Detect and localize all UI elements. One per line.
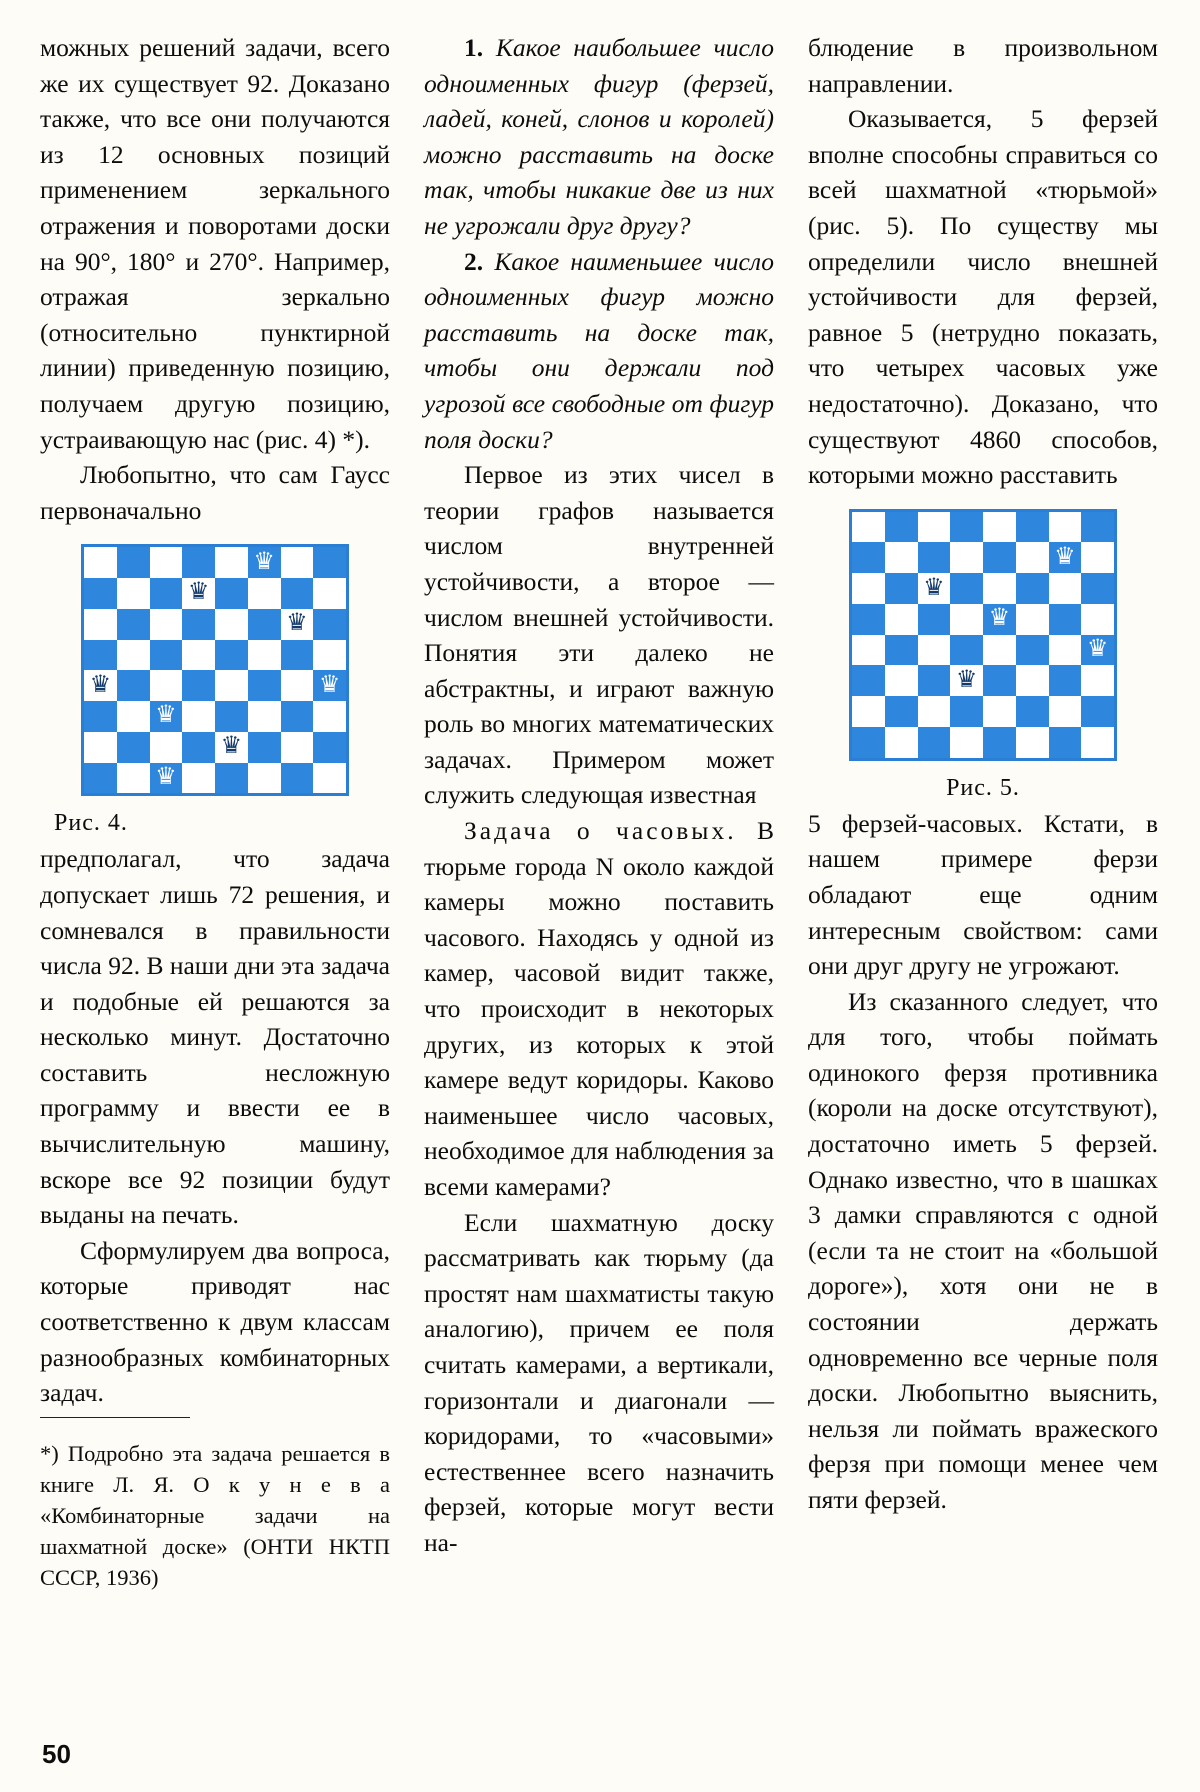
chess-square bbox=[84, 763, 117, 794]
chess-square bbox=[117, 732, 150, 763]
task-heading: Задача о часовых. bbox=[464, 816, 737, 846]
page-number: 50 bbox=[42, 1739, 71, 1769]
chess-square bbox=[918, 696, 951, 727]
chess-square bbox=[950, 665, 983, 696]
chess-square bbox=[150, 763, 183, 794]
chess-square bbox=[885, 696, 918, 727]
chess-square bbox=[852, 604, 885, 635]
chess-square bbox=[215, 640, 248, 671]
chess-square bbox=[983, 512, 1016, 543]
footnote: *) Подробно эта задача решается в книге Л. Я. О к у н е в а «Комбинаторные задачи на шахматной доске» (ОНТИ НКТП СССР, 1936) bbox=[40, 1440, 390, 1590]
chess-square bbox=[983, 727, 1016, 758]
queen-piece-icon: ♛ bbox=[220, 733, 243, 760]
queen-piece-icon: ♛ bbox=[955, 666, 978, 693]
chess-square bbox=[150, 670, 183, 701]
chess-square bbox=[918, 604, 951, 635]
figure-4 bbox=[40, 544, 390, 837]
question-item-2 bbox=[424, 244, 774, 458]
chess-square bbox=[281, 547, 314, 578]
chess-square bbox=[313, 578, 346, 609]
chess-square bbox=[1016, 665, 1049, 696]
task-text: В тюрьме города N около каждой камеры можно поставить часового. Находясь у одной из камер, часовой видит также, что происходит в некоторых других, из которых к этой камере ведут коридоры. Каково наименьшее число часовых, необходимое для наблюдения за всеми камерами? bbox=[424, 816, 774, 1201]
column-middle bbox=[424, 30, 774, 1593]
chess-square bbox=[248, 701, 281, 732]
chess-square bbox=[84, 547, 117, 578]
chess-square bbox=[950, 604, 983, 635]
queen-piece-icon: ♛ bbox=[253, 548, 275, 575]
chess-square bbox=[84, 640, 117, 671]
chess-square bbox=[983, 604, 1016, 635]
footnote-rule bbox=[40, 1417, 190, 1418]
paragraph: 5 ферзей-часовых. Кстати, в нашем примере ферзи обладают еще одним интересным свойством: сами они друг другу не угрожают. bbox=[808, 808, 1158, 981]
figure-4-caption: Рис. 4. bbox=[54, 810, 128, 837]
chess-square bbox=[1081, 665, 1114, 696]
chess-square bbox=[117, 763, 150, 794]
chess-square bbox=[248, 578, 281, 609]
question-2-text: Какое наименьшее число одноименных фигур можно расставить на доске так, чтобы они держали под угрозой все свободные от фигур поля доски? bbox=[424, 246, 774, 454]
column-left bbox=[40, 30, 390, 1593]
queen-piece-icon: ♛ bbox=[923, 574, 945, 601]
queen-piece-icon: ♛ bbox=[1054, 543, 1076, 570]
chess-square bbox=[281, 763, 314, 794]
chess-square bbox=[248, 640, 281, 671]
queen-piece-icon: ♛ bbox=[155, 763, 177, 790]
chess-square bbox=[117, 670, 150, 701]
chess-square bbox=[1016, 696, 1049, 727]
chess-square bbox=[983, 696, 1016, 727]
chess-square bbox=[281, 701, 314, 732]
chess-square bbox=[313, 609, 346, 640]
chess-square bbox=[84, 578, 117, 609]
chess-square bbox=[313, 547, 346, 578]
chess-square bbox=[950, 635, 983, 666]
chess-square bbox=[1049, 665, 1082, 696]
chess-square bbox=[852, 696, 885, 727]
chess-square bbox=[150, 547, 183, 578]
chess-square bbox=[885, 573, 918, 604]
chess-square bbox=[950, 696, 983, 727]
paragraph: блюдение в произвольном направлении. bbox=[808, 33, 1158, 98]
paragraph: Любопытно, что сам Гаусс первоначально bbox=[40, 460, 390, 525]
chess-square bbox=[852, 727, 885, 758]
question-1-text: Какое наибольшее число одноименных фигур (ферзей, ладей, коней, слонов и королей) можно расставить на доске так, чтобы никакие две из них не угрожали друг другу? bbox=[424, 33, 774, 240]
chess-square bbox=[215, 670, 248, 701]
chess-square bbox=[1049, 604, 1082, 635]
chess-square bbox=[918, 665, 951, 696]
queen-piece-icon: ♛ bbox=[286, 610, 308, 637]
question-item-1 bbox=[424, 30, 774, 244]
paragraph: предполагал, что задача допускает лишь 72 решения, и сомневался в правильности числа 92. В наши дни эта задача и подобные ей решаются за несколько минут. Достаточно составить несложную программу и ввести ее в вычислительную машину, вскоре все 92 позиции будут выданы на печать. bbox=[40, 844, 391, 1230]
chess-square bbox=[852, 635, 885, 666]
column-right bbox=[808, 30, 1158, 1593]
text-columns bbox=[40, 30, 1160, 1593]
chess-square bbox=[215, 609, 248, 640]
paragraph: Сформулируем два вопроса, которые приводят нас соответственно к двум классам разнообразных комбинаторных задач. bbox=[40, 1235, 390, 1408]
queen-piece-icon: ♛ bbox=[187, 579, 210, 606]
chess-square bbox=[1081, 604, 1114, 635]
chess-square bbox=[852, 512, 885, 543]
chess-square bbox=[1081, 635, 1114, 666]
chess-square bbox=[150, 732, 183, 763]
chess-square bbox=[248, 763, 281, 794]
chess-square bbox=[852, 665, 885, 696]
chess-square bbox=[1049, 635, 1082, 666]
chess-square bbox=[1016, 604, 1049, 635]
chess-square bbox=[918, 573, 951, 604]
chess-square bbox=[117, 701, 150, 732]
paragraph: Если шахматную доску рассматривать как тюрьму (да простят нам шахматисты такую аналогию), причем ее поля считать камерами, а вертикали, горизонтали и диагонали — коридорами, то «часовыми» естественнее всего назначить ферзей, которые могут вести на- bbox=[424, 1207, 774, 1557]
chess-square bbox=[885, 727, 918, 758]
chess-square bbox=[1081, 512, 1114, 543]
chess-square bbox=[983, 542, 1016, 573]
chess-square bbox=[248, 609, 281, 640]
chess-square bbox=[1049, 727, 1082, 758]
chess-square bbox=[150, 578, 183, 609]
chess-square bbox=[182, 578, 215, 609]
chess-square bbox=[215, 547, 248, 578]
chess-square bbox=[950, 542, 983, 573]
chess-square bbox=[281, 578, 314, 609]
chess-square bbox=[852, 542, 885, 573]
paragraph: Из сказанного следует, что для того, чтобы поймать одинокого ферзя противника (короли на доске отсутствуют), достаточно иметь 5 ферзей. Однако известно, что в шашках 3 дамки справляются с одной (если та не стоит на «большой дороге»), хотя они не в состоянии держать одновременно все черные поля доски. Любопытно выяснить, нельзя ли поймать вражеского ферзя при помощи менее чем пяти ферзей. bbox=[808, 986, 1158, 1514]
chess-square bbox=[84, 701, 117, 732]
chess-square bbox=[1016, 512, 1049, 543]
chess-square bbox=[84, 609, 117, 640]
chess-square bbox=[313, 640, 346, 671]
chess-square bbox=[281, 670, 314, 701]
chess-square bbox=[885, 512, 918, 543]
chessboard-fig4 bbox=[81, 544, 349, 796]
chess-square bbox=[84, 670, 117, 701]
chess-square bbox=[1016, 573, 1049, 604]
chess-square bbox=[215, 732, 248, 763]
chess-square bbox=[983, 665, 1016, 696]
chessboard-fig5 bbox=[849, 509, 1117, 761]
paragraph: Первое из этих чисел в теории графов называется числом внутренней устойчивости, а второе — числом внешней устойчивости. Понятия эти далеко не абстрактны, и играют важную роль во многих математических задачах. Примером может служить следующая известная bbox=[424, 460, 774, 810]
chess-square bbox=[1049, 573, 1082, 604]
chess-square bbox=[215, 578, 248, 609]
chess-square bbox=[215, 701, 248, 732]
queen-piece-icon: ♛ bbox=[988, 605, 1011, 632]
chess-square bbox=[1049, 696, 1082, 727]
chess-square bbox=[918, 512, 951, 543]
figure-5-caption: Рис. 5. bbox=[946, 774, 1020, 801]
paragraph: можных решений задачи, всего же их существует 92. Доказано также, что все они получаются из 12 основных позиций применением зеркального отражения и поворотами доски на 90°, 180° и 270°. Например, отражая зеркально (относительно пунктирной линии) приведенную позицию, получаем другую позицию, устраивающую нас (рис. 4) *). bbox=[40, 33, 390, 454]
chess-square bbox=[1016, 635, 1049, 666]
chess-square bbox=[1081, 696, 1114, 727]
figure-5 bbox=[808, 509, 1158, 802]
chess-square bbox=[918, 542, 951, 573]
chess-square bbox=[1081, 573, 1114, 604]
chess-square bbox=[117, 578, 150, 609]
chess-square bbox=[248, 547, 281, 578]
chess-square bbox=[885, 635, 918, 666]
queen-piece-icon: ♛ bbox=[155, 702, 177, 729]
chess-square bbox=[117, 547, 150, 578]
chess-square bbox=[885, 665, 918, 696]
chess-square bbox=[248, 732, 281, 763]
chess-square bbox=[950, 573, 983, 604]
chess-square bbox=[182, 640, 215, 671]
chess-square bbox=[885, 604, 918, 635]
chess-square bbox=[150, 609, 183, 640]
chess-square bbox=[150, 701, 183, 732]
queen-piece-icon: ♛ bbox=[89, 671, 112, 698]
chess-square bbox=[281, 640, 314, 671]
chess-square bbox=[182, 547, 215, 578]
chess-square bbox=[313, 763, 346, 794]
chess-square bbox=[182, 701, 215, 732]
task-paragraph bbox=[424, 813, 774, 1205]
chess-square bbox=[313, 732, 346, 763]
queen-piece-icon: ♛ bbox=[318, 671, 341, 698]
chess-square bbox=[852, 573, 885, 604]
chess-square bbox=[182, 670, 215, 701]
chess-square bbox=[117, 609, 150, 640]
chess-square bbox=[215, 763, 248, 794]
chess-square bbox=[1016, 542, 1049, 573]
queen-piece-icon: ♛ bbox=[1086, 636, 1109, 663]
chess-square bbox=[182, 763, 215, 794]
chess-square bbox=[150, 640, 183, 671]
chess-square bbox=[983, 635, 1016, 666]
chess-square bbox=[182, 609, 215, 640]
question-1-number: 1. bbox=[464, 33, 484, 62]
chess-square bbox=[281, 609, 314, 640]
chess-square bbox=[1081, 727, 1114, 758]
chess-square bbox=[1049, 542, 1082, 573]
chess-square bbox=[983, 573, 1016, 604]
chess-square bbox=[182, 732, 215, 763]
chess-square bbox=[1016, 727, 1049, 758]
chess-square bbox=[117, 640, 150, 671]
chess-square bbox=[313, 701, 346, 732]
paragraph: Оказывается, 5 ферзей вполне способны справиться со всей шахматной «тюрьмой» (рис. 5). По существу мы определили число внешней устойчивости для ферзей, равное 5 (нетрудно показать, что четырех часовых уже недостаточно). Доказано, что существуют 4860 способов, которыми можно расставить bbox=[808, 104, 1158, 490]
chess-square bbox=[885, 542, 918, 573]
chess-square bbox=[281, 732, 314, 763]
chess-square bbox=[1081, 542, 1114, 573]
chess-square bbox=[313, 670, 346, 701]
chess-square bbox=[1049, 512, 1082, 543]
chess-square bbox=[84, 732, 117, 763]
question-2-number: 2. bbox=[464, 246, 484, 276]
chess-square bbox=[918, 727, 951, 758]
chess-square bbox=[950, 727, 983, 758]
chess-square bbox=[248, 670, 281, 701]
chess-square bbox=[918, 635, 951, 666]
chess-square bbox=[950, 512, 983, 543]
